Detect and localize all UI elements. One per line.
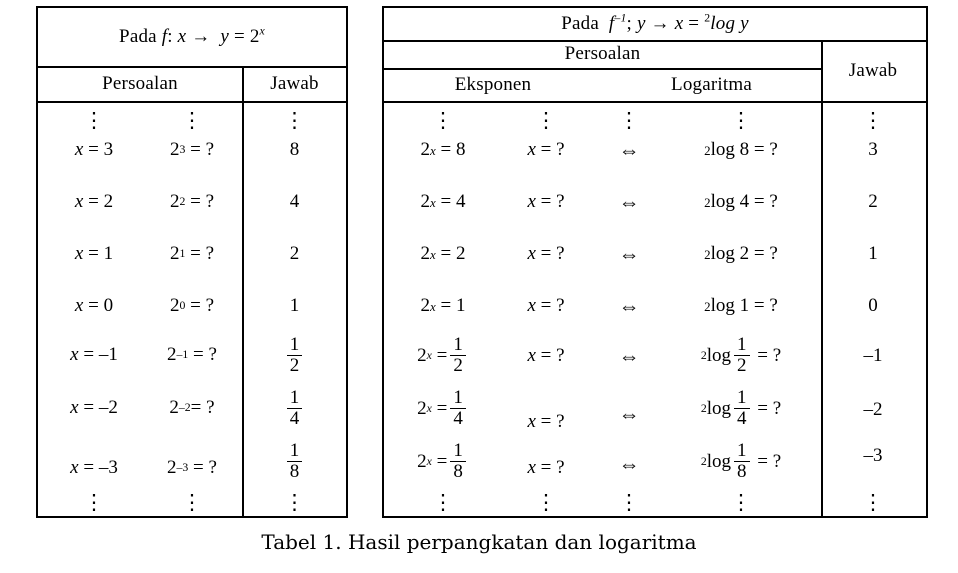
right-row-jawab: –2	[863, 399, 883, 420]
left-dots-bottom-jawab: ⋮	[284, 489, 305, 514]
right-row-iff: ⇔	[618, 451, 640, 476]
right-row-exponen: 2 x = $\frac{1}{8}$	[390, 436, 496, 488]
right-row-exponen: 2 x = 4	[420, 191, 466, 212]
right-row-iff: ⇔	[618, 241, 640, 266]
fraction: $\frac{1}{4}$	[734, 388, 750, 428]
left-table-rule-header	[38, 101, 346, 103]
right-row-logaritma: 2 log $\frac{1}{4}$ = ?	[700, 387, 782, 429]
left-row-x: x = –1	[70, 344, 118, 365]
left-table	[36, 6, 348, 518]
table-caption: Tabel 1. Hasil perpangkatan dan logaritma	[261, 530, 697, 554]
left-table-title	[38, 8, 346, 66]
left-header-jawab: Jawab	[270, 72, 319, 94]
fraction: $\frac{1}{4}$	[450, 388, 466, 428]
left-row-power: 2 –3 = ?	[167, 457, 217, 478]
left-dots-bottom-power: ⋮	[181, 489, 203, 514]
right-row-xq: x = ?	[527, 457, 565, 478]
right-row-iff: ⇔	[618, 293, 640, 318]
left-row-power: 2 3 = ?	[169, 139, 215, 160]
left-row-jawab: 1	[289, 295, 300, 316]
right-table-rule-header	[384, 101, 926, 103]
left-dots-top-jawab: ⋮	[284, 107, 305, 132]
right-header-eksponen: Eksponen	[454, 73, 532, 95]
right-dots-bottom-xq: ⋮	[535, 489, 557, 514]
right-dots-bottom-iff: ⋮	[618, 489, 640, 514]
left-row-jawab	[242, 330, 347, 382]
right-table	[382, 6, 928, 518]
left-row-jawab	[242, 383, 347, 435]
right-row-xq: x = ?	[527, 411, 565, 432]
right-row-iff: ⇔	[618, 189, 640, 214]
right-row-xq: x = ?	[527, 345, 565, 366]
right-row-iff: ⇔	[618, 137, 640, 162]
left-header-persoalan: Persoalan	[102, 72, 178, 94]
left-row-x: x = 2	[74, 191, 114, 212]
right-dots-top-xq: ⋮	[535, 107, 557, 132]
right-row-logaritma: 2 log 2 = ?	[704, 243, 778, 264]
right-header-logaritma: Logaritma	[671, 73, 752, 95]
right-row-logaritma: 2 log 1 = ?	[704, 295, 778, 316]
left-dots-bottom-x: ⋮	[83, 489, 105, 514]
right-dots-top-log: ⋮	[730, 107, 752, 132]
left-row-x: x = 3	[74, 139, 114, 160]
right-header-jawab: Jawab	[848, 59, 898, 81]
right-row-exponen: 2 x = 2	[420, 243, 466, 264]
left-row-power: 2 2 = ?	[169, 191, 215, 212]
left-dots-top-x: ⋮	[83, 107, 105, 132]
fraction: $\frac{1}{8}$	[287, 441, 303, 481]
right-dots-top-jawab: ⋮	[862, 107, 884, 132]
right-row-exponen: 2 x = 8	[420, 139, 466, 160]
fraction: $\frac{1}{8}$	[450, 441, 466, 481]
left-row-jawab	[242, 436, 347, 488]
left-row-x: x = 0	[74, 295, 114, 316]
right-dots-bottom-log: ⋮	[730, 489, 752, 514]
right-row-logaritma: 2 log $\frac{1}{2}$ = ?	[700, 334, 782, 376]
right-row-xq: x = ?	[527, 243, 565, 264]
right-row-iff: ⇔	[618, 401, 640, 426]
left-row-x: x = –3	[70, 457, 118, 478]
left-row-power: 2 –2 = ?	[169, 397, 215, 418]
left-row-power: 2 0 = ?	[169, 295, 215, 316]
fraction: $\frac{1}{8}$	[734, 441, 750, 481]
right-row-jawab: 2	[868, 191, 878, 212]
right-title-text: Pada $f^{-1}$; y → x = $^2$log y	[561, 11, 749, 34]
right-row-xq: x = ?	[527, 139, 565, 160]
right-row-jawab: 1	[868, 243, 878, 264]
right-row-exponen: 2 x = 1	[420, 295, 466, 316]
right-row-logaritma: 2 log 8 = ?	[704, 139, 778, 160]
right-row-logaritma: 2 log 4 = ?	[704, 191, 778, 212]
left-row-jawab: 8	[289, 139, 300, 160]
right-header-persoalan: Persoalan	[564, 43, 641, 64]
left-dots-top-power: ⋮	[181, 107, 203, 132]
fraction: $\frac{1}{4}$	[287, 388, 303, 428]
left-row-x: x = –2	[70, 397, 118, 418]
left-row-power: 2 –1 = ?	[167, 344, 217, 365]
left-row-x: x = 1	[74, 243, 114, 264]
right-dots-bottom-exp: ⋮	[432, 489, 454, 514]
left-row-jawab: 4	[289, 191, 300, 212]
fraction: $\frac{1}{2}$	[450, 335, 466, 375]
right-row-jawab: –3	[863, 445, 883, 466]
right-row-jawab: 0	[868, 295, 878, 316]
right-row-iff: ⇔	[618, 343, 640, 368]
right-row-jawab: 3	[868, 139, 878, 160]
right-row-jawab: –1	[863, 345, 883, 366]
right-row-xq: x = ?	[527, 295, 565, 316]
right-dots-bottom-jawab: ⋮	[862, 489, 884, 514]
right-dots-top-iff: ⋮	[618, 107, 640, 132]
fraction: $\frac{1}{2}$	[287, 335, 303, 375]
right-table-title	[384, 8, 926, 40]
right-row-logaritma: 2 log $\frac{1}{8}$ = ?	[700, 440, 782, 482]
right-row-xq: x = ?	[527, 191, 565, 212]
fraction: $\frac{1}{2}$	[734, 335, 750, 375]
left-row-jawab: 2	[289, 243, 300, 264]
right-dots-top-exp: ⋮	[432, 107, 454, 132]
right-row-exponen: 2 x = $\frac{1}{2}$	[390, 330, 496, 382]
left-row-power: 2 1 = ?	[169, 243, 215, 264]
left-title-text: Pada f: $x \to y = 2^x$	[119, 24, 265, 47]
right-row-exponen: 2 x = $\frac{1}{4}$	[390, 383, 496, 435]
